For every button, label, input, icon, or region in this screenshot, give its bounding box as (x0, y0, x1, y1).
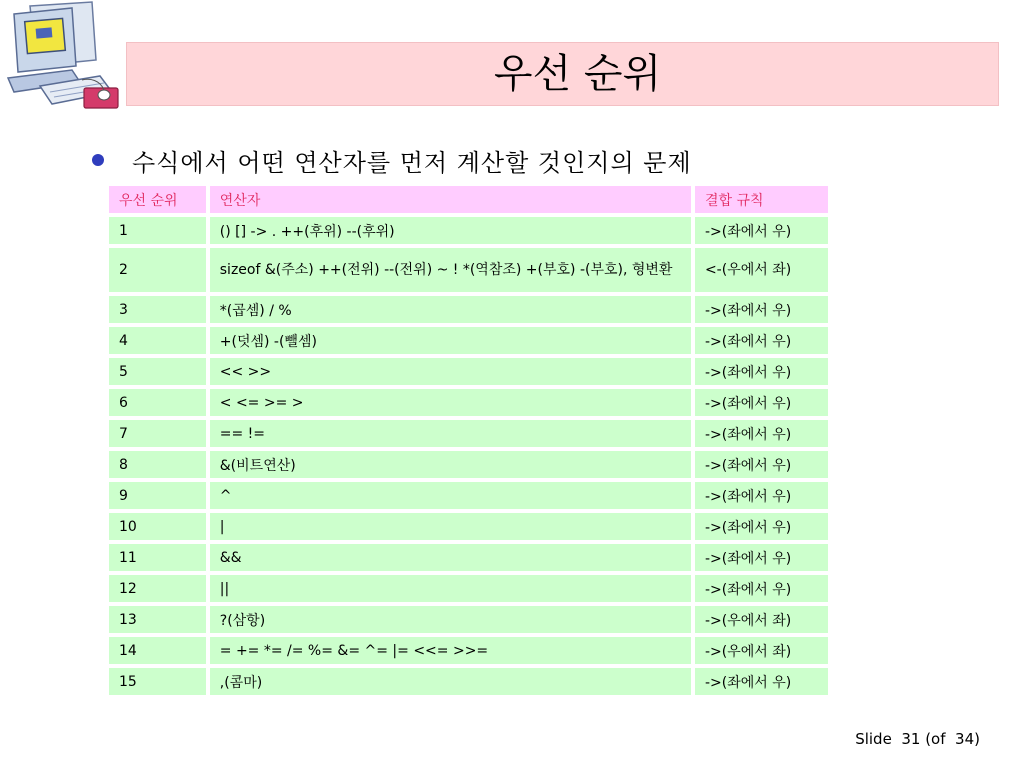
cell-operators: sizeof &(주소) ++(전위) --(전위) ~ ! *(역참조) +(부호) -(부호), 형변환 (210, 248, 691, 292)
table-row (109, 358, 828, 385)
table-row (109, 513, 828, 540)
bullet-dot-icon (92, 154, 104, 166)
table-row (109, 296, 828, 323)
cell-operators: ^ (210, 482, 691, 509)
header-rank: 우선 순위 (109, 186, 206, 213)
header-associativity: 결합 규칙 (695, 186, 828, 213)
cell-associativity: ->(좌에서 우) (695, 575, 828, 602)
cell-associativity: ->(좌에서 우) (695, 296, 828, 323)
header-operators: 연산자 (210, 186, 691, 213)
cell-associativity: ->(좌에서 우) (695, 451, 828, 478)
cell-rank: 8 (109, 451, 206, 478)
cell-operators: ?(삼항) (210, 606, 691, 633)
cell-operators: () [] -> . ++(후위) --(후위) (210, 217, 691, 244)
cell-associativity: ->(좌에서 우) (695, 327, 828, 354)
cell-rank: 9 (109, 482, 206, 509)
operator-precedence-table (105, 182, 832, 699)
cell-associativity: ->(좌에서 우) (695, 544, 828, 571)
cell-rank: 15 (109, 668, 206, 695)
cell-rank: 5 (109, 358, 206, 385)
cell-operators: < <= >= > (210, 389, 691, 416)
cell-associativity: ->(좌에서 우) (695, 482, 828, 509)
cell-associativity: <-(우에서 좌) (695, 248, 828, 292)
cell-operators: *(곱셈) / % (210, 296, 691, 323)
cell-operators: ,(콤마) (210, 668, 691, 695)
cell-operators: << >> (210, 358, 691, 385)
table-row (109, 606, 828, 633)
cell-associativity: ->(좌에서 우) (695, 217, 828, 244)
slide-number: Slide 31 (of 34) (855, 730, 980, 748)
table-row (109, 389, 828, 416)
cell-rank: 11 (109, 544, 206, 571)
cell-operators: +(덧셈) -(뺄셈) (210, 327, 691, 354)
table-row (109, 482, 828, 509)
bullet-text: 수식에서 어떤 연산자를 먼저 계산할 것인지의 문제 (132, 148, 692, 177)
cell-rank: 10 (109, 513, 206, 540)
table-row (109, 327, 828, 354)
table-row (109, 217, 828, 244)
cell-operators: || (210, 575, 691, 602)
table-row (109, 544, 828, 571)
cell-rank: 7 (109, 420, 206, 447)
table-row (109, 248, 828, 292)
cell-associativity: ->(좌에서 우) (695, 389, 828, 416)
cell-rank: 6 (109, 389, 206, 416)
cell-operators: = += *= /= %= &= ^= |= <<= >>= (210, 637, 691, 664)
table-header-row (109, 186, 828, 213)
cell-rank: 12 (109, 575, 206, 602)
cell-rank: 3 (109, 296, 206, 323)
slide-title: 우선 순위 (493, 51, 662, 97)
cell-operators: && (210, 544, 691, 571)
table-row (109, 575, 828, 602)
cell-rank: 13 (109, 606, 206, 633)
table-row (109, 668, 828, 695)
cell-rank: 2 (109, 248, 206, 292)
cell-rank: 4 (109, 327, 206, 354)
bullet-point (92, 140, 692, 180)
cell-associativity: ->(좌에서 우) (695, 420, 828, 447)
table-row (109, 637, 828, 664)
cell-associativity: ->(좌에서 우) (695, 358, 828, 385)
cell-associativity: ->(좌에서 우) (695, 513, 828, 540)
table-row (109, 451, 828, 478)
cell-associativity: ->(좌에서 우) (695, 668, 828, 695)
cell-operators: | (210, 513, 691, 540)
cell-rank: 1 (109, 217, 206, 244)
cell-associativity: ->(우에서 좌) (695, 637, 828, 664)
title-band (126, 42, 999, 106)
cell-operators: == != (210, 420, 691, 447)
cell-rank: 14 (109, 637, 206, 664)
table-row (109, 420, 828, 447)
computer-clipart-icon (0, 0, 128, 112)
cell-operators: &(비트연산) (210, 451, 691, 478)
cell-associativity: ->(우에서 좌) (695, 606, 828, 633)
